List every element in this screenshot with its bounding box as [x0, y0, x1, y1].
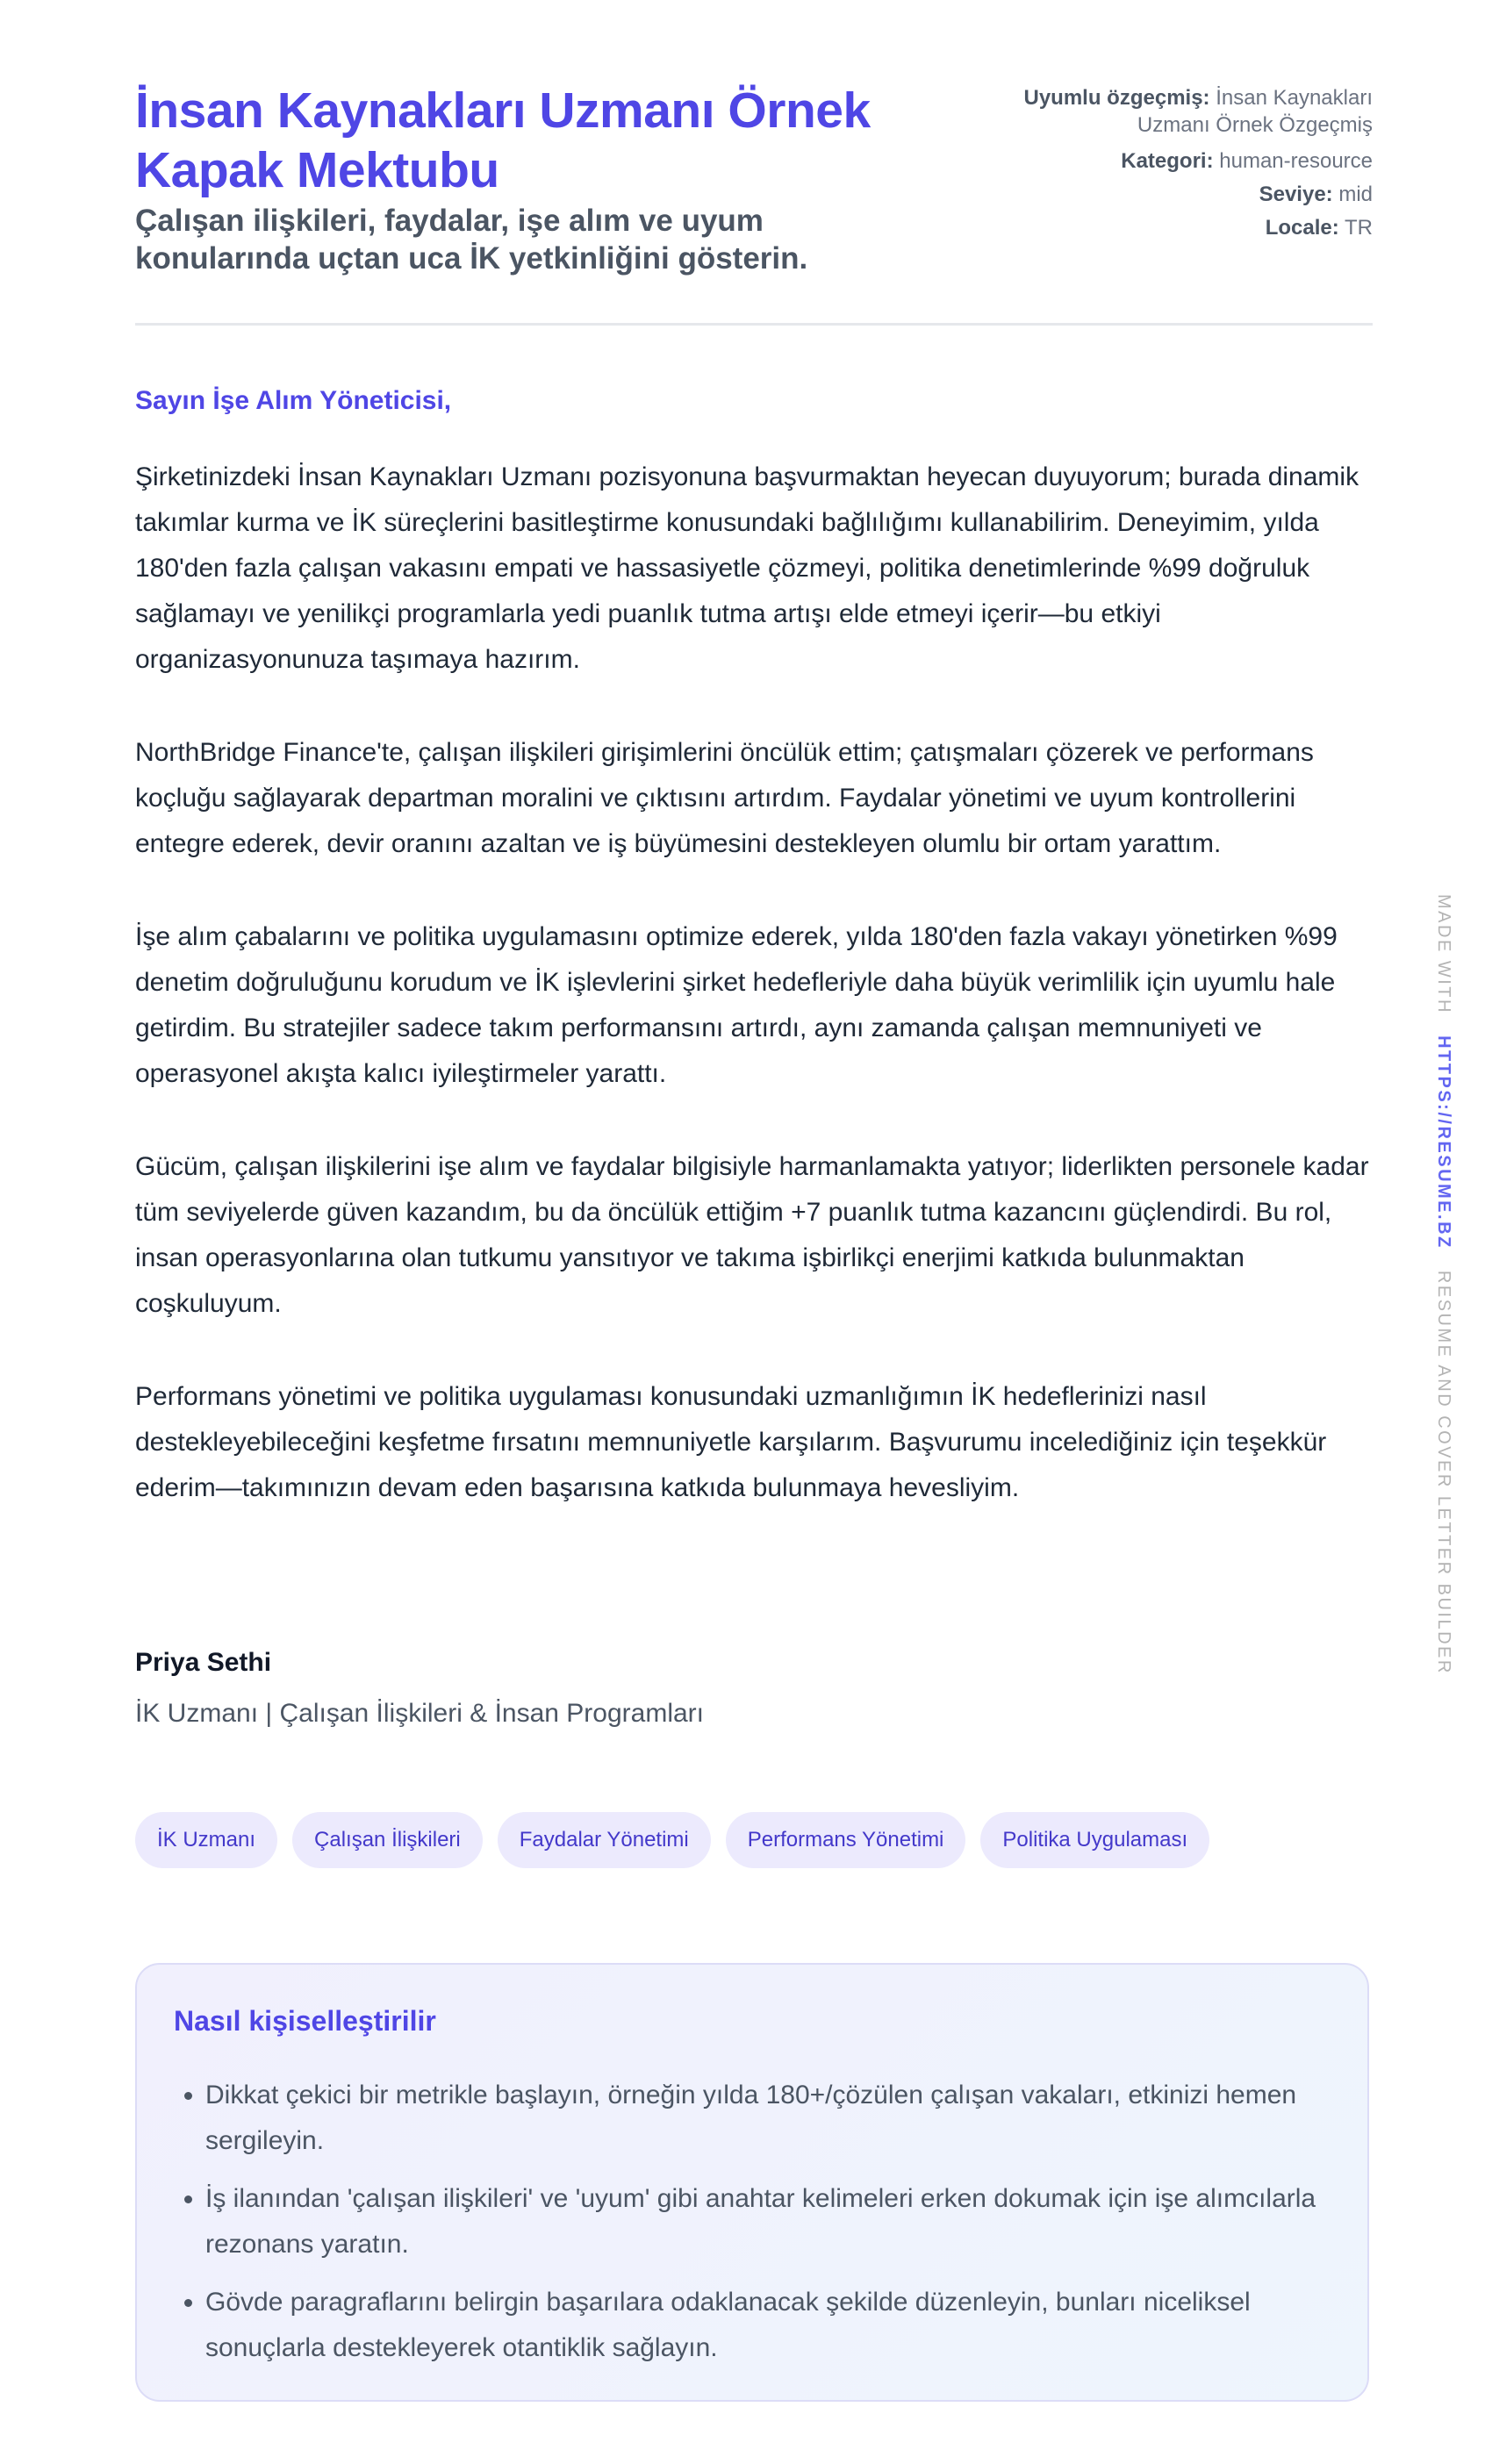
- skill-tags: [135, 1812, 1209, 1868]
- watermark-link[interactable]: HTTPS://RESUME.BZ: [1434, 1035, 1453, 1250]
- meta-label: Seviye:: [1259, 183, 1333, 206]
- made-with-watermark: [1427, 894, 1457, 1675]
- letter-paragraph: NorthBridge Finance'te, çalışan ilişkileri girişimlerini öncülük ettim; çatışmaları çözerek ve performans koçluğu sağlayarak departman moralini ve çıktısını artırdım. Faydalar yönetimi ve uyum kontrollerini entegre ederek, devir oranını azaltan ve iş büyümesini destekleyen olumlu bir ortam yarattım.: [135, 738, 1314, 858]
- meta-value: TR: [1345, 216, 1373, 240]
- letter-paragraph: Gücüm, çalışan ilişkilerini işe alım ve faydalar bilgisiyle harmanlamakta yatıyor; liderlikten personele kadar tüm seviyelerde güven kazandım, bu da öncülük ettiğim +7 puanlık tutma kazancını güçlendirdi. Bu rol, insan operasyonlarına olan tutkumu yansıtıyor ve takıma işbirlikçi enerjimi katkıda bulunmaktan coşkuluyum.: [135, 1152, 1369, 1318]
- meta-value: human-resource: [1219, 149, 1373, 173]
- meta-info: [969, 84, 1373, 245]
- meta-locale: [969, 211, 1373, 245]
- meta-level: [969, 178, 1373, 211]
- letter-body: [135, 455, 1373, 1558]
- signature-role: İK Uzmanı | Çalışan İlişkileri & İnsan Programları: [135, 1699, 705, 1728]
- tip-item: • İş ilanından 'çalışan ilişkileri' ve 'uyum' gibi anahtar kelimeleri erken dokumak için işe alımcılarla rezonans yaratın.: [205, 2176, 1331, 2267]
- tips-list: [174, 2073, 1331, 2371]
- meta-label: Uyumlu özgeçmiş:: [1023, 86, 1210, 110]
- customization-tips-box: [135, 1963, 1369, 2402]
- letter-paragraph: Şirketinizdeki İnsan Kaynakları Uzmanı pozisyonuna başvurmaktan heyecan duyuyorum; burada dinamik takımlar kurma ve İK süreçlerini basitleştirme konusundaki bağlılığımı kullanabilirim. Deneyimim, yılda 180'den fazla çalışan vakasını empati ve hassasiyetle çözmeyi, politika denetimlerinde %99 doğruluk sağlamayı ve yenilikçi programlarla yedi puanlık tutma artışı elde etmeyi içerir—bu etkiyi organizasyonunuza taşımaya hazırım.: [135, 462, 1359, 674]
- skill-tag: Çalışan İlişkileri: [292, 1812, 483, 1868]
- header: [135, 0, 1373, 326]
- letter-paragraph: İşe alım çabalarını ve politika uygulamasını optimize ederek, yılda 180'den fazla vakayı yönetirken %99 denetim doğruluğunu korudum ve İK işlevlerini şirket hedefleriyle daha büyük verimlilik için uyumlu hale getirdim. Bu stratejiler sadece takım performansını artırdı, aynı zamanda çalışan memnuniyeti ve operasyonel akışta kalıcı iyileştirmeler yarattı.: [135, 922, 1338, 1088]
- letter-greeting: Sayın İşe Alım Yöneticisi,: [135, 386, 452, 415]
- tips-title: Nasıl kişiselleştirilir: [174, 2005, 436, 2037]
- tip-item: • Dikkat çekici bir metrikle başlayın, örneğin yılda 180+/çözülen çalışan vakaları, etkinizi hemen sergileyin.: [205, 2073, 1331, 2164]
- meta-label: Kategori:: [1121, 149, 1214, 173]
- letter-paragraph: Performans yönetimi ve politika uygulaması konusundaki uzmanlığımın İK hedeflerinizi nasıl destekleyebileceğini keşfetme fırsatını memnuniyetle karşılarım. Başvurumu incelediğiniz için teşekkür ederim—takımınızın devam eden başarısına katkıda bulunmaya hevesliyim.: [135, 1382, 1327, 1502]
- skill-tag: Faydalar Yönetimi: [498, 1812, 711, 1868]
- meta-label: Locale:: [1265, 216, 1339, 240]
- cover-letter-page: [135, 0, 1373, 2362]
- page-subtitle: Çalışan ilişkileri, faydalar, işe alım ve uyum konularında uçtan uca İK yetkinliğini gösterin.: [135, 204, 808, 276]
- watermark-prefix: MADE WITH: [1434, 894, 1453, 1014]
- meta-category: [969, 145, 1373, 178]
- signature-name: Priya Sethi: [135, 1648, 272, 1677]
- watermark-suffix: RESUME AND COVER LETTER BUILDER: [1434, 1270, 1453, 1675]
- tip-item: • Gövde paragraflarını belirgin başarılara odaklanacak şekilde düzenleyin, bunları niceliksel sonuçlarla destekleyerek otantiklik sağlayın.: [205, 2280, 1331, 2371]
- page-title: İnsan Kaynakları Uzmanı Örnek Kapak Mektubu: [135, 82, 871, 198]
- meta-compatible-resume: [969, 84, 1373, 139]
- skill-tag: İK Uzmanı: [135, 1812, 277, 1868]
- meta-value: mid: [1338, 183, 1373, 206]
- meta-value: İnsan Kaynakları Uzmanı Örnek Özgeçmiş: [1137, 86, 1373, 137]
- skill-tag: Politika Uygulaması: [980, 1812, 1209, 1868]
- skill-tag: Performans Yönetimi: [726, 1812, 966, 1868]
